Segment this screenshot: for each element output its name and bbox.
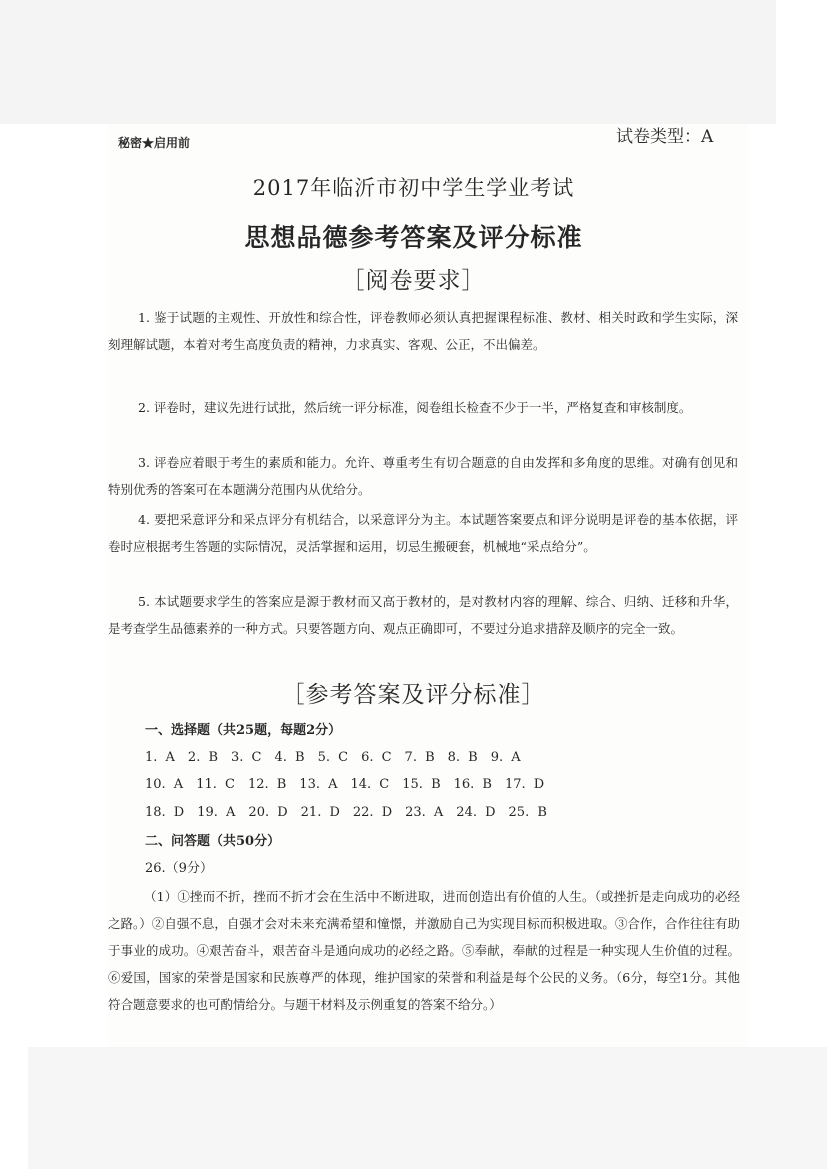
bottom-margin-band [28, 1047, 827, 1169]
reading-requirements-heading: ［阅卷要求］ [341, 268, 486, 294]
answers-heading: ［参考答案及评分标准］ [281, 682, 546, 708]
requirement-item-4: 4. 要把采意评分和采点评分有机结合，以采意评分为主。本试题答案要点和评分说明是评卷的基本依据，评卷时应根据考生答题的实际情况，灵活掌握和运用，切忌生搬硬套，机械地“采点给分”。 [108, 512, 738, 554]
paper-type-label: 试卷类型：A [616, 127, 714, 147]
requirement-item-5: 5. 本试题要求学生的答案应是源于教材而又高于教材的，是对教材内容的理解、综合、归纳、迁移和升华，是考查学生品德素养的一种方式。只要答题方向、观点正确即可，不要过分追求措辞及顺序的完全一致。 [108, 594, 738, 636]
mc-answer-row-1: 1. A 2. B 3. C 4. B 5. C 6. C 7. B 8. B 9. A [145, 750, 521, 765]
short-answer-section-title: 二、问答题（共50分） [145, 834, 281, 849]
mc-answer-row-3: 18. D 19. A 20. D 21. D 22. D 23. A 24. D 25. B [145, 805, 547, 820]
question-26-answer: （1）①挫而不折，挫而不折才会在生活中不断进取，进而创造出有价值的人生。（或挫折是走向成功的必经之路。）②自强不息，自强才会对未来充满希望和憧憬，并激励自己为实现目标而积极进取。③合作，合作往往有助于事业的成功。④艰苦奋斗，艰苦奋斗是通向成功的必经之路。⑤奉献，奉献的过程是一种实现人生价值的过程。⑥爱国，国家的荣誉是国家和民族尊严的体现，维护国家的荣誉和利益是每个公民的义务。（6分，每空1分。其他符合题意要求的也可酌情给分。与题干材料及示例重复的答案不给分。） [108, 889, 740, 1012]
question-26-title: 26.（9分） [145, 861, 213, 876]
requirement-item-2: 2. 评卷时，建议先进行试批，然后统一评分标准，阅卷组长检查不少于一半，严格复查和审核制度。 [138, 400, 692, 415]
mc-answer-row-2: 10. A 11. C 12. B 13. A 14. C 15. B 16. B 17. D [145, 777, 545, 792]
multiple-choice-section-title: 一、选择题（共25题，每题2分） [145, 723, 342, 738]
top-margin-band [0, 0, 776, 124]
requirement-item-1: 1. 鉴于试题的主观性、开放性和综合性，评卷教师必须认真把握课程标准、教材、相关时政和学生实际，深刻理解试题，本着对考生高度负责的精神，力求真实、客观、公正，不出偏差。 [108, 310, 738, 352]
exam-title: 2017年临沂市初中学生学业考试 [252, 176, 575, 200]
subject-title: 思想品德参考答案及评分标准 [244, 223, 583, 252]
requirement-item-3: 3. 评卷应着眼于考生的素质和能力。允许、尊重考生有切合题意的自由发挥和多角度的思维。对确有创见和特别优秀的答案可在本题满分范围内从优给分。 [108, 455, 738, 497]
confidential-label: 秘密★启用前 [118, 136, 191, 150]
